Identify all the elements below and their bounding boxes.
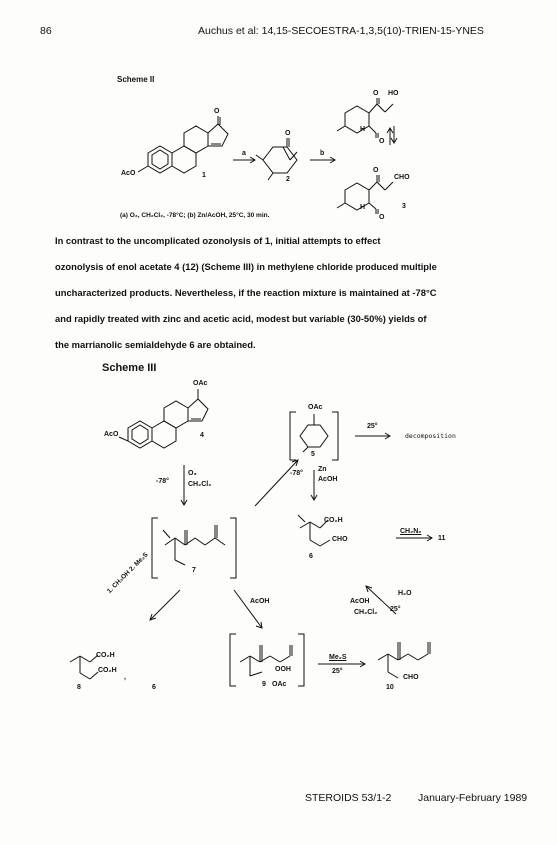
- decomposition-label: decomposition: [405, 432, 456, 440]
- compound-7-number: 7: [192, 567, 196, 574]
- compound-8-co2h-2: CO₂H: [98, 667, 117, 674]
- compound-4-aco: AcO: [104, 431, 119, 438]
- compound-4-oac: OAc: [193, 380, 208, 387]
- paragraph-line-2: ozonolysis of enol acetate 4 (12) (Scheme III) in methylene chloride produced multiple: [55, 261, 437, 272]
- compound-5-bracket-left: [290, 412, 296, 460]
- compound-5-oac: OAc: [308, 404, 323, 411]
- compound-4-ring-c: [164, 401, 188, 428]
- compound-upper-ho: HO: [388, 90, 399, 97]
- compound-upper-o2: O: [379, 138, 385, 145]
- decomp-temp: 25°: [367, 423, 378, 430]
- hydrolysis-temp: 25°: [390, 606, 401, 613]
- compound-5-ring: [300, 425, 328, 447]
- cond-zn: Zn: [318, 466, 327, 473]
- compound-9-ooh: OOH: [275, 666, 291, 673]
- compound-9-number: 9: [262, 681, 266, 688]
- compound-4-ring-d: [188, 399, 208, 421]
- footer-journal: STEROIDS 53/1-2: [305, 792, 392, 804]
- cond-ch2cl2: CH₂Cl₂: [188, 481, 212, 488]
- compound-8-number: 8: [77, 684, 81, 691]
- paragraph-line-5: the marrianolic semialdehyde 6 are obtained.: [55, 339, 256, 350]
- ch2n2-reagent: CH₂N₂: [400, 528, 422, 535]
- cond-o3-temp: -78°: [156, 478, 169, 485]
- compound-3-number: 3: [402, 203, 406, 210]
- scheme-ii-caption: (a) O₃, CH₂Cl₂, -78°C; (b) Zn/AcOH, 25°C, 30 min.: [120, 212, 270, 219]
- compound-11-number: 11: [438, 535, 446, 542]
- compound-5-bracket-right: [332, 412, 338, 460]
- me2s-temp: 25°: [332, 668, 343, 675]
- compound-3-o2: O: [379, 214, 385, 221]
- compound-3-o: O: [373, 167, 379, 174]
- arrow-7-to-5: [255, 460, 298, 506]
- cond-acoh: AcOH: [318, 476, 338, 483]
- compound-8-co2h-1: CO₂H: [96, 652, 115, 659]
- scheme-ii-title: Scheme II: [117, 75, 155, 84]
- paragraph-line-3: uncharacterized products. Nevertheless, if the reaction mixture is maintained at -78°C: [55, 287, 437, 298]
- scheme-iii-title: Scheme III: [102, 362, 157, 374]
- compound-6-cho: CHO: [332, 536, 348, 543]
- compound-2-number: 2: [286, 176, 290, 183]
- page-number: 86: [40, 25, 52, 37]
- compound-4-ring-b: [152, 421, 176, 448]
- step-a-label: a: [242, 150, 246, 157]
- paragraph-line-4: and rapidly treated with zinc and acetic acid, modest but variable (30-50%) yields of: [55, 313, 427, 324]
- paragraph-line-1: In contrast to the uncomplicated ozonolysis of 1, initial attempts to effect: [55, 235, 381, 246]
- compound-3-cho: CHO: [394, 174, 410, 181]
- running-title: Auchus et al: 14,15-SECOESTRA-1,3,5(10)-TRIEN-15-YNES: [198, 25, 484, 37]
- compound-3-h: H: [360, 204, 366, 211]
- compound-6-number: 6: [309, 553, 313, 560]
- ch2cl2-reagent: CH₂Cl₂: [354, 609, 378, 616]
- cond-zn-temp: -78°: [290, 470, 303, 477]
- h2o-reagent: H₂O: [398, 590, 412, 597]
- acoh-arrow-label: AcOH: [250, 598, 270, 605]
- compound-upper-o: O: [373, 90, 379, 97]
- compound-5-number: 5: [311, 451, 315, 458]
- step-b-label: b: [320, 150, 325, 157]
- compound-9-bracket-right: [298, 634, 304, 686]
- compound-upper-h: H: [360, 126, 366, 133]
- scheme-ii-aco-label: AcO: [121, 170, 136, 177]
- compound-7-bracket-right: [230, 518, 236, 578]
- compound-9-bracket-left: [230, 634, 236, 686]
- compound-2-ketone-o: O: [285, 130, 291, 137]
- compound-4-number: 4: [200, 432, 204, 439]
- compound-9-oac: OAc: [272, 681, 287, 688]
- footer-date: January-February 1989: [418, 792, 528, 804]
- compound-6-mention: 6: [152, 684, 156, 691]
- compound-6-co2h: CO₂H: [324, 517, 343, 524]
- acoh-reagent-2: AcOH: [350, 598, 370, 605]
- compound-1-ketone-o: O: [214, 108, 220, 115]
- cond-o3: O₃: [188, 470, 197, 477]
- arrow-7-to-8: [150, 590, 180, 620]
- me2s-reagent: Me₂S: [329, 654, 347, 661]
- compound-10-cho: CHO: [403, 674, 419, 681]
- compound-8-comma: ,: [124, 674, 126, 681]
- compound-7-bracket-left: [152, 518, 158, 578]
- arrow-7-to-9: [234, 590, 262, 628]
- ch3oh-me2s-reagents: 1. CH₃OH 2. Me₂S: [106, 551, 150, 595]
- compound-10-number: 10: [386, 684, 394, 691]
- compound-1-number: 1: [202, 172, 206, 179]
